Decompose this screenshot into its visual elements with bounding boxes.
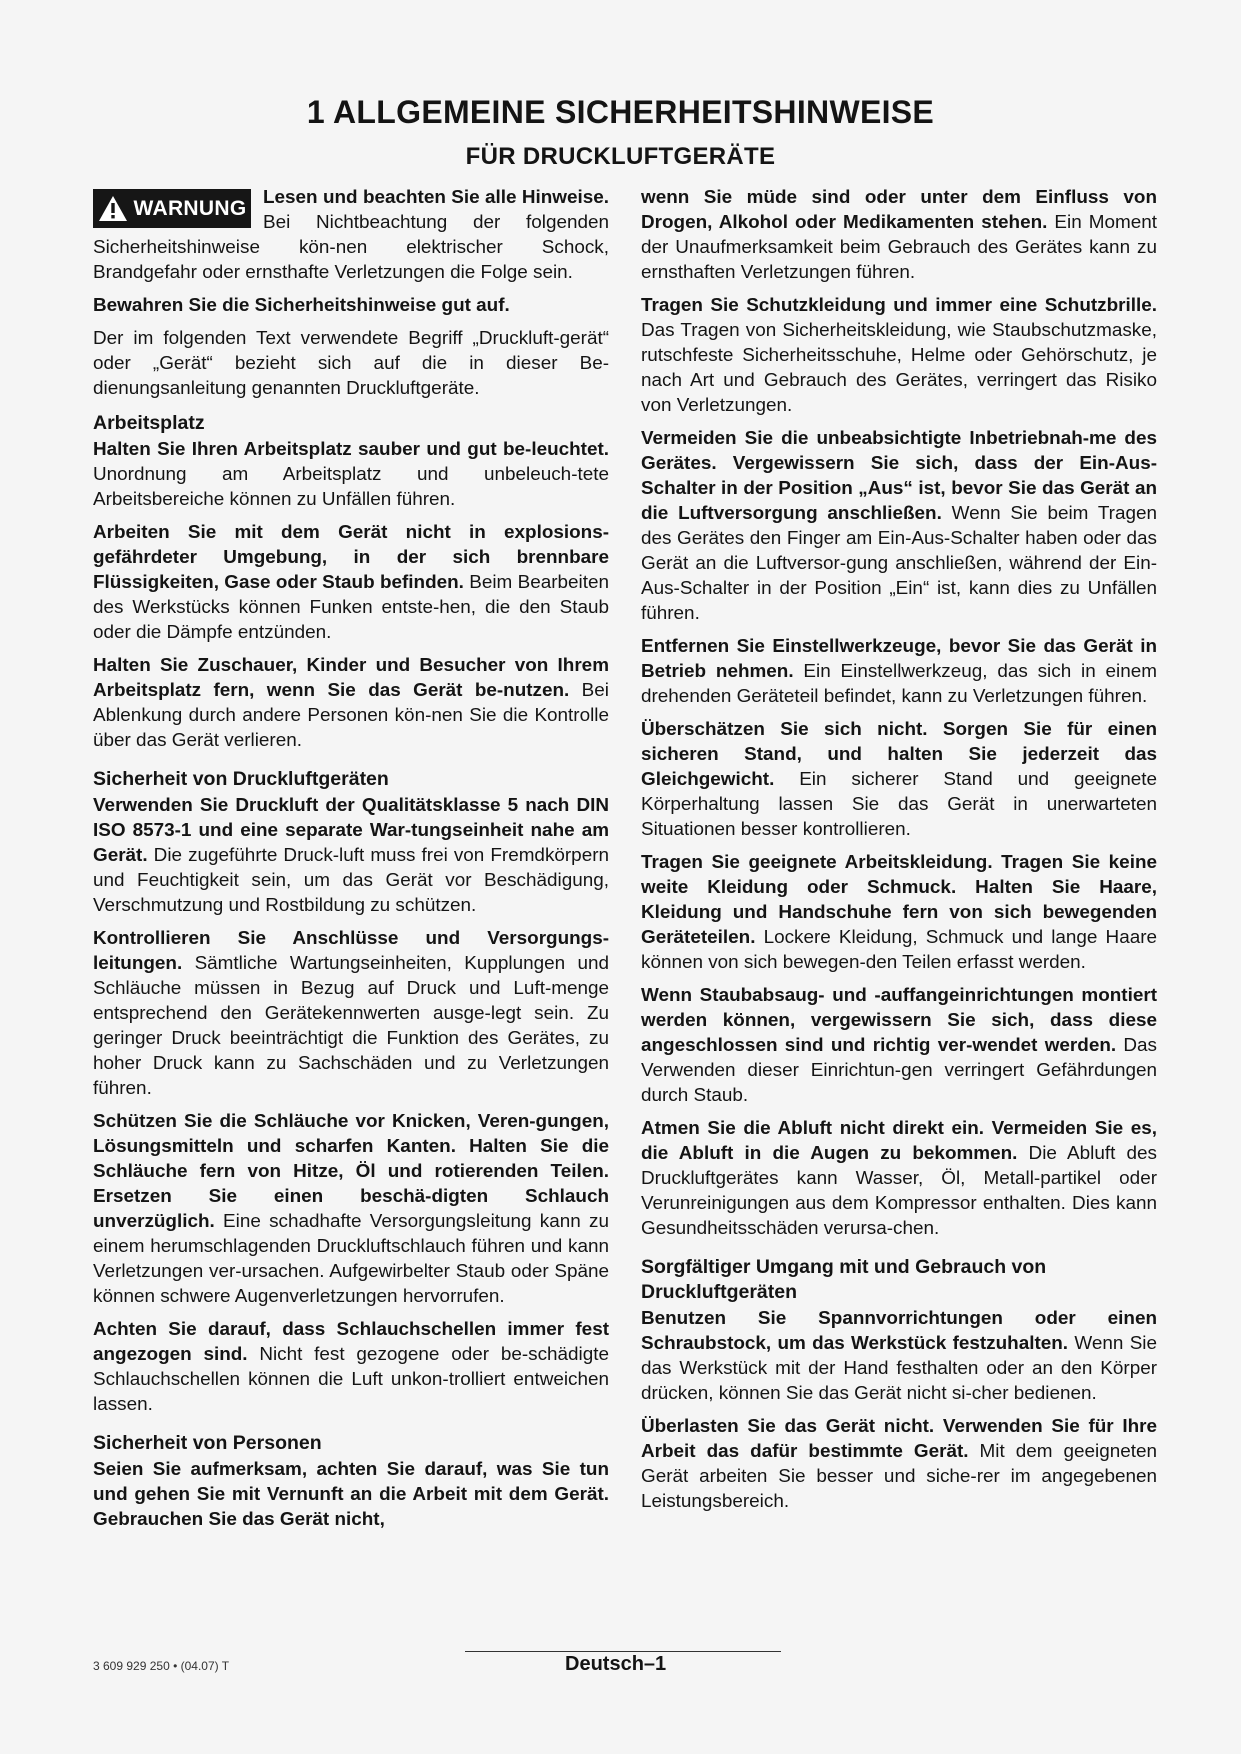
paragraph: Schützen Sie die Schläuche vor Knicken, Veren-gungen, Lösungsmitteln und scharfen Kanten. Halten Sie die Schläuche fern von Hitze, Öl und rotierenden Teilen. Ersetzen Sie einen beschä-digten Schlauch unverzüglich. Eine schadhafte Versorgungsleitung kann zu einem herumschlagenden Druckluftschlauch führen und kann Verletzungen ver-ursachen. Aufgewirbelter Staub oder Späne können schwere Augenverletzungen hervorrufen. xyxy=(93,1111,609,1307)
paragraph: Verwenden Sie Druckluft der Qualitätsklasse 5 nach DIN ISO 8573-1 und eine separate War-tungseinheit nahe am Gerät. Die zugeführte Druck-luft muss frei von Fremdkörpern und Feuchtigkeit sein, um das Gerät vor Beschädigung, Verschmutzung und Rostbildung zu schützen. xyxy=(93,795,609,916)
doc-number: 3 609 929 250 • (04.07) T xyxy=(93,1659,230,1673)
right-column xyxy=(641,185,1157,1522)
paragraph: Achten Sie darauf, dass Schlauchschellen immer fest angezogen sind. Nicht fest gezogene oder be-schädigte Schlauchschellen können die Luft unkon-trolliert entweichen lassen. xyxy=(93,1319,609,1415)
warning-badge xyxy=(93,189,251,228)
paragraph: Vermeiden Sie die unbeabsichtigte Inbetriebnah-me des Gerätes. Vergewissern Sie sich, dass der Ein-Aus-Schalter in der Position „Aus“ ist, bevor Sie das Gerät an die Luftversorgung anschließen. Wenn Sie beim Tragen des Gerätes den Finger am Ein-Aus-Schalter haben oder das Gerät an die Luftversor-gung anschließen, während der Ein-Aus-Schalter in der Position „Ein“ ist, kann dies zu Unfällen führen. xyxy=(641,428,1157,624)
section-heading-arbeitsplatz: Arbeitsplatz xyxy=(93,412,205,434)
section-heading-personen: Sicherheit von Personen xyxy=(93,1432,322,1454)
section-heading-umgang: Sorgfältiger Umgang mit und Gebrauch von Druckluftgeräten xyxy=(641,1256,1047,1303)
paragraph: Wenn Staubabsaug- und -auffangeinrichtungen montiert werden können, vergewissern Sie sich, dass diese angeschlossen sind und richtig ver-wendet werden. Das Verwenden dieser Einrichtun-gen verringert Gefährdungen durch Staub. xyxy=(641,985,1157,1106)
keep-instructions: Bewahren Sie die Sicherheitshinweise gut auf. xyxy=(93,295,510,316)
paragraph: Halten Sie Ihren Arbeitsplatz sauber und gut be-leuchtet. Unordnung am Arbeitsplatz und unbeleuch-tete Arbeitsbereiche können zu Unfällen führen. xyxy=(93,439,609,510)
warning-lead: Lesen und beachten Sie alle Hinweise. xyxy=(263,187,609,208)
paragraph: Tragen Sie geeignete Arbeitskleidung. Tragen Sie keine weite Kleidung oder Schmuck. Halten Sie Haare, Kleidung und Handschuhe fern von sich bewegenden Geräteteilen. Lockere Kleidung, Schmuck und lange Haare können von sich bewegen-den Teilen erfasst werden. xyxy=(641,852,1157,973)
definition-paragraph: Der im folgenden Text verwendete Begriff „Druckluft-gerät“ oder „Gerät“ bezieht sich auf die in dieser Be-dienungsanleitung genannten Druckluftgeräte. xyxy=(93,328,609,399)
page-number: Deutsch–1 xyxy=(565,1653,667,1675)
paragraph: Überlasten Sie das Gerät nicht. Verwenden Sie für Ihre Arbeit das dafür bestimmte Gerät. Mit dem geeigneten Gerät arbeiten Sie besser und siche-rer im angegebenen Leistungsbereich. xyxy=(641,1416,1157,1512)
paragraph: Kontrollieren Sie Anschlüsse und Versorgungs-leitungen. Sämtliche Wartungseinheiten, Kupplungen und Schläuche müssen in Bezug auf Druck und Luft-menge entsprechend den Gerätekennwerten ausge-legt sein. Zu geringer Druck beeinträchtigt die Funktion des Gerätes, zu hoher Druck kann zu Sachschäden und zu Verletzungen führen. xyxy=(93,928,609,1099)
paragraph: Arbeiten Sie mit dem Gerät nicht in explosions-gefährdeter Umgebung, in der sich brennbare Flüssigkeiten, Gase oder Staub befinden. Beim Bearbeiten des Werkstücks können Funken entste-hen, die den Staub oder die Dämpfe entzünden. xyxy=(93,522,609,643)
warning-label: WARNUNG xyxy=(133,197,247,220)
paragraph: Halten Sie Zuschauer, Kinder und Besucher von Ihrem Arbeitsplatz fern, wenn Sie das Gerät be-nutzen. Bei Ablenkung durch andere Personen kön-nen Sie die Kontrolle über das Gerät verlieren. xyxy=(93,655,609,751)
paragraph: Benutzen Sie Spannvorrichtungen oder einen Schraubstock, um das Werkstück festzuhalten. Wenn Sie das Werkstück mit der Hand festhalten oder an den Körper drücken, können Sie das Gerät nicht si-cher bedienen. xyxy=(641,1308,1157,1404)
paragraph: wenn Sie müde sind oder unter dem Einfluss von Drogen, Alkohol oder Medikamenten stehen. Ein Moment der Unaufmerksamkeit beim Gebrauch des Gerätes kann zu ernsthaften Verletzungen führen. xyxy=(641,187,1157,283)
paragraph: Überschätzen Sie sich nicht. Sorgen Sie für einen sicheren Stand, und halten Sie jederzeit das Gleichgewicht. Ein sicherer Stand und geeignete Körperhaltung lassen Sie das Gerät in unerwarteten Situationen besser kontrollieren. xyxy=(641,719,1157,840)
section-heading-druckluftgeraete: Sicherheit von Druckluftgeräten xyxy=(93,768,389,790)
footer-rule xyxy=(465,1651,781,1652)
warning-triangle-icon xyxy=(98,195,128,222)
left-column xyxy=(93,185,609,1540)
paragraph: Atmen Sie die Abluft nicht direkt ein. Vermeiden Sie es, die Abluft in die Augen zu bekommen. Die Abluft des Druckluftgerätes kann Wasser, Öl, Metall-partikel oder Verunreinigungen aus dem Kompressor enthalten. Dies kann Gesundheitsschäden verursa-chen. xyxy=(641,1118,1157,1239)
warning-text: Bei Nichtbeachtung der folgenden Sicherheitshinweise kön-nen elektrischer Schock, Brandgefahr oder ernsthafte Verletzungen die Folge sein. xyxy=(93,212,609,283)
page-title: 1 ALLGEMEINE SICHERHEITSHINWEISE xyxy=(306,94,935,130)
warning-block xyxy=(93,185,609,293)
paragraph: Seien Sie aufmerksam, achten Sie darauf, was Sie tun und gehen Sie mit Vernunft an die Arbeit mit dem Gerät. Gebrauchen Sie das Gerät nicht, xyxy=(93,1459,609,1530)
page-subtitle: FÜR DRUCKLUFTGERÄTE xyxy=(465,143,776,170)
paragraph: Tragen Sie Schutzkleidung und immer eine Schutzbrille. Das Tragen von Sicherheitskleidung, wie Staubschutzmaske, rutschfeste Sicherheitsschuhe, Helme oder Gehörschutz, je nach Art und Gebrauch des Gerätes, verringert das Risiko von Verletzungen. xyxy=(641,295,1157,416)
paragraph: Entfernen Sie Einstellwerkzeuge, bevor Sie das Gerät in Betrieb nehmen. Ein Einstellwerkzeug, das sich in einem drehenden Geräteteil befindet, kann zu Verletzungen führen. xyxy=(641,636,1157,707)
